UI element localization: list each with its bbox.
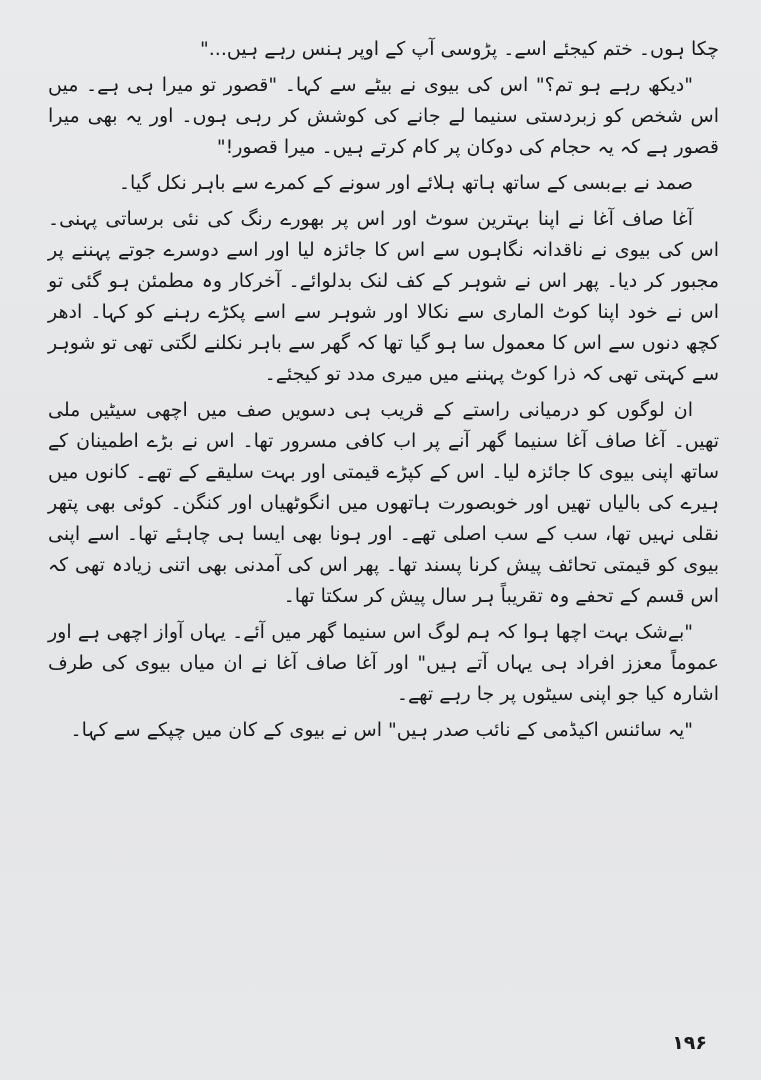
paragraph: "یہ سائنس اکیڈمی کے نائب صدر ہیں" اس نے بیوی کے کان میں چپکے سے کہا۔ [70, 719, 693, 741]
paragraph: چکا ہوں۔ ختم کیجئے اسے۔ پڑوسی آپ کے اوپر ہنس رہے ہیں..." [200, 38, 719, 60]
paragraph: آغا صاف آغا نے اپنا بہترین سوٹ اور اس پر بھورے رنگ کی نئی برساتی پہنی۔ اس کی بیوی نے ناقدانہ نگاہوں سے اس کا جائزہ لیا اور اسے دوسرے جوتے پہننے پر مجبور کر دیا۔ پھر اس نے شوہر کے کف لنک بدلوائے۔ آخرکار وہ مطمئن ہو گئی تو اس نے خود اپنا کوٹ الماری سے نکالا اور شوہر سے اسے پکڑے رہنے کو کہا۔ ادھر کچھ دنوں سے اس کا معمول سا ہو گیا تھا کہ گھر سے باہر نکلنے لگتی تھی تو شوہر سے کہتی تھی کہ ذرا کوٹ پہننے میں میری مدد تو کیجئے۔ [48, 208, 719, 385]
paragraph: صمد نے بےبسی کے ساتھ ہاتھ ہلائے اور سونے کے کمرے سے باہر نکل گیا۔ [118, 172, 693, 194]
page-body-text [48, 34, 719, 746]
paragraph: "دیکھ رہے ہو تم؟" اس کی بیوی نے بیٹے سے کہا۔ "قصور تو میرا ہی ہے۔ میں اس شخص کو زبردستی سنیما لے جانے کی کوشش کر رہی ہوں۔ اور یہ بھی میرا قصور ہے کہ یہ حجام کی دوکان پر کام کرتے ہیں۔ میرا قصور!" [48, 74, 719, 158]
page-number: ۱۹۶ [672, 1032, 707, 1054]
paragraph: "بےشک بہت اچھا ہوا کہ ہم لوگ اس سنیما گھر میں آئے۔ یہاں آواز اچھی ہے اور عموماً معزز افراد ہی یہاں آتے ہیں" اور آغا صاف آغا نے ان میاں بیوی کی طرف اشارہ کیا جو اپنی سیٹوں پر جا رہے تھے۔ [48, 621, 719, 705]
paragraph: ان لوگوں کو درمیانی راستے کے قریب ہی دسویں صف میں اچھی سیٹیں ملی تھیں۔ آغا صاف آغا سنیما گھر آنے پر اب کافی مسرور تھا۔ اس نے بڑے اطمینان کے ساتھ اپنی بیوی کا جائزہ لیا۔ اس کے کپڑے قیمتی اور بہت سلیقے کے تھے۔ کانوں میں ہیرے کی بالیاں تھیں اور خوبصورت ہاتھوں میں انگوٹھیاں اور کنگن۔ کوئی بھی پتھر نقلی نہیں تھا، سب کے سب اصلی تھے۔ اور ہونا بھی ایسا ہی چاہئے تھا۔ اسے اپنی بیوی کو قیمتی تحائف پیش کرنا پسند تھا۔ پھر اس کی آمدنی بھی اتنی زیادہ تھی کہ اس قسم کے تحفے وہ تقریباً ہر سال پیش کر سکتا تھا۔ [48, 399, 719, 607]
